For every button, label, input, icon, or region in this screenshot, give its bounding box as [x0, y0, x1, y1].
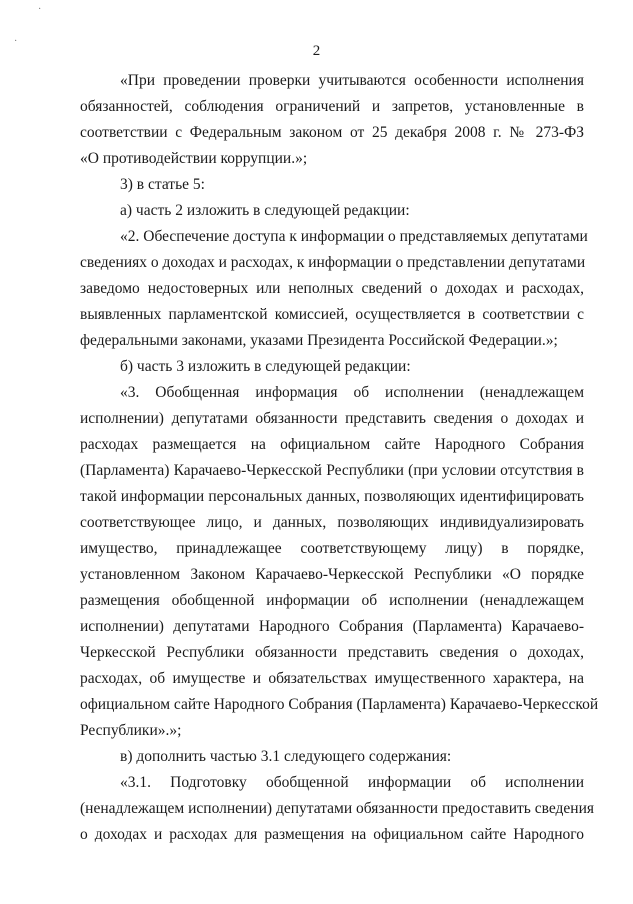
- text-line: размещения обобщенной информации об исполнении (ненадлежащем: [80, 592, 584, 609]
- text-line: о доходах и расходах для размещения на официальном сайте Народного: [80, 826, 584, 843]
- text-line: 3) в статье 5:: [120, 176, 205, 193]
- text-line: сведениях о доходах и расходах, к информации о представлении депутатами: [80, 254, 586, 271]
- text-line: имущество, принадлежащее соответствующему лицу) в порядке,: [80, 540, 584, 557]
- text-line: «При проведении проверки учитываются особенности исполнения: [120, 72, 584, 89]
- text-line: федеральными законами, указами Президента Российской Федерации.»;: [80, 332, 558, 349]
- text-line: соответствующее лицо, и данных, позволяющих индивидуализировать: [80, 514, 584, 531]
- text-line: «О противодействии коррупции.»;: [80, 150, 308, 167]
- page-number: 2: [312, 43, 321, 59]
- text-line: выявленных парламентской комиссией, осуществляется в соответствии с: [80, 306, 584, 323]
- text-line: исполнении) депутатами обязанности представить сведения о доходах и: [80, 410, 584, 427]
- document-body: [80, 68, 599, 848]
- text-line: (Парламента) Карачаево-Черкесской Республики (при условии отсутствия в: [80, 462, 584, 479]
- text-line: «3.1. Подготовку обобщенной информации об исполнении: [120, 774, 584, 791]
- text-line: «2. Обеспечение доступа к информации о представляемых депутатами: [120, 228, 588, 245]
- text-line: официальном сайте Народного Собрания (Парламента) Карачаево-Черкесской: [80, 696, 599, 713]
- text-line: исполнении) депутатами Народного Собрания (Парламента) Карачаево-: [80, 618, 584, 635]
- text-line: а) часть 2 изложить в следующей редакции:: [120, 202, 410, 219]
- text-line: установленном Законом Карачаево-Черкесской Республики «О порядке: [80, 566, 584, 583]
- text-line: (ненадлежащем исполнении) депутатами обязанности предоставить сведения: [80, 800, 595, 817]
- text-line: обязанностей, соблюдения ограничений и запретов, установленные в: [80, 98, 584, 115]
- text-line: расходах размещается на официальном сайте Народного Собрания: [80, 436, 584, 453]
- text-line: в) дополнить частью 3.1 следующего содержания:: [120, 748, 452, 765]
- text-line: соответствии с Федеральным законом от 25 декабря 2008 г. № 273-ФЗ: [80, 124, 584, 141]
- text-line: Республики».»;: [80, 722, 182, 739]
- scan-artifact: ·: [14, 36, 18, 47]
- scan-artifact: ·: [38, 4, 42, 15]
- text-line: заведомо недостоверных или неполных сведений о доходах и расходах,: [80, 280, 584, 297]
- text-line: расходах, об имуществе и обязательствах имущественного характера, на: [80, 670, 584, 687]
- text-line: такой информации персональных данных, позволяющих идентифицировать: [80, 488, 584, 505]
- text-line: Черкесской Республики обязанности представить сведения о доходах,: [80, 644, 584, 661]
- text-line: «3. Обобщенная информация об исполнении (ненадлежащем: [120, 384, 584, 401]
- text-line: б) часть 3 изложить в следующей редакции:: [120, 358, 411, 375]
